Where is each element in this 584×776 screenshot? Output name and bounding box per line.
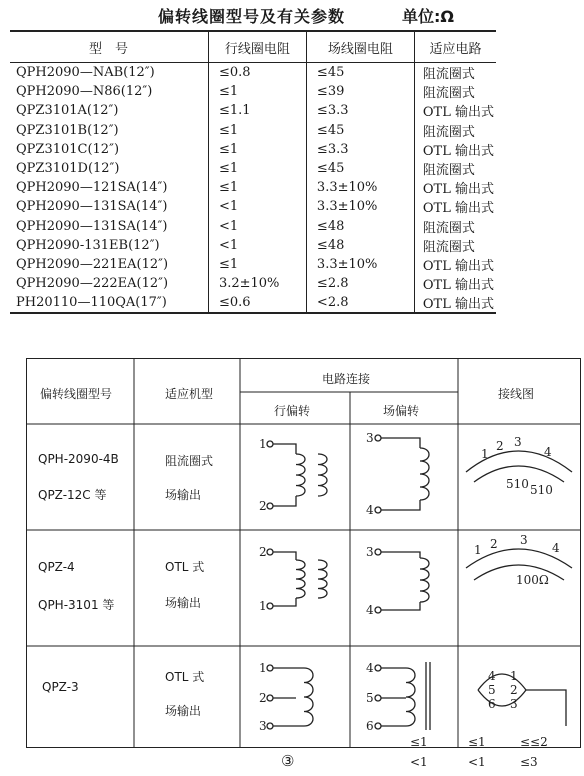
model-cell: QPH2090—131SA(14″) xyxy=(10,197,208,216)
header-circuit-label: 电路连接 xyxy=(322,372,371,386)
field-resistance-cell: ≤48 xyxy=(306,217,414,236)
lead-wire xyxy=(381,602,420,610)
circuit-cell: 阻流圈式 xyxy=(422,163,475,179)
circuit-cell: OTL 输出式 xyxy=(422,258,494,274)
bottom-value: <1 xyxy=(468,755,486,769)
pin-label: 3 xyxy=(366,545,374,559)
line-resistance-cell: ≤1 xyxy=(208,82,306,101)
field-resistance-cell: 3.3±10% xyxy=(306,255,414,274)
model-cell: QPH2090—NAB(12″) xyxy=(10,63,208,83)
row2-model-2: QPH-3101 等 xyxy=(38,598,115,612)
field-coil xyxy=(420,448,429,500)
model-cell: QPZ3101A(12″) xyxy=(10,101,208,120)
circuit-cell: OTL 输出式 xyxy=(422,105,494,121)
line-resistance-cell: ≤1 xyxy=(208,121,306,140)
bottom-value: ≤1 xyxy=(410,735,428,749)
row3-model-1: QPZ-3 xyxy=(42,680,79,694)
terminal-pin xyxy=(375,549,381,555)
header-model-label: 偏转线圈型号 xyxy=(40,387,113,401)
terminal-pin xyxy=(267,441,273,447)
table-row xyxy=(10,159,496,178)
pin-label: 4 xyxy=(488,669,496,683)
header-wiring-label: 接线图 xyxy=(498,387,535,401)
table-row xyxy=(10,293,496,313)
line-resistance-cell: ≤1 xyxy=(208,159,306,178)
pin-label: 1 xyxy=(510,669,518,683)
pin-label: 2 xyxy=(490,537,498,551)
pin-label: 3 xyxy=(366,431,374,445)
pin-label: 6 xyxy=(366,719,374,733)
line-coil xyxy=(304,668,313,726)
row1-model-2: QPZ-12C 等 xyxy=(38,488,107,502)
terminal-pin xyxy=(375,665,381,671)
model-cell: PH20110—110QA(17″) xyxy=(10,293,208,313)
terminal-pin xyxy=(267,695,273,701)
circuit-cell: OTL 输出式 xyxy=(414,293,496,313)
line-coil xyxy=(318,454,327,496)
field-resistance-cell: ≤45 xyxy=(306,159,414,178)
terminal-pin xyxy=(267,665,273,671)
terminal-pin xyxy=(375,723,381,729)
pin-label: 1 xyxy=(259,661,267,675)
circuit-cell: OTL 输出式 xyxy=(422,278,494,294)
field-resistance-cell: ≤3.3 xyxy=(306,140,414,159)
model-cell: QPH2090-131EB(12″) xyxy=(10,236,208,255)
row1-machine-2: 场输出 xyxy=(165,488,202,502)
line-resistance-cell: <1 xyxy=(208,236,306,255)
table-row xyxy=(10,178,496,197)
bottom-value: ≤1 xyxy=(468,735,486,749)
field-resistance-cell: ≤2.8 xyxy=(306,274,414,293)
pin-label: 3 xyxy=(259,719,267,733)
line-resistance-cell: ≤0.6 xyxy=(208,293,306,313)
row2-machine-1: OTL 式 xyxy=(165,560,205,574)
circuit-cell: OTL 输出式 xyxy=(422,143,494,159)
table-row xyxy=(10,140,496,159)
pin-label: 3 xyxy=(520,533,528,547)
circuit-cell: OTL 输出式 xyxy=(422,201,494,217)
field-resistance-cell: 3.3±10% xyxy=(306,197,414,216)
page-number: ③ xyxy=(281,752,295,770)
lead-wire xyxy=(381,552,420,558)
row2-model-1: QPZ-4 xyxy=(38,560,75,574)
pin-label: 3 xyxy=(510,697,518,711)
model-cell: QPH2090—221EA(12″) xyxy=(10,255,208,274)
table-row xyxy=(10,82,496,101)
terminal-pin xyxy=(375,695,381,701)
field-coil xyxy=(420,558,429,602)
pin-label: 4 xyxy=(366,503,374,517)
row1-model-1: QPH-2090-4B xyxy=(38,452,119,466)
model-cell: QPH2090—121SA(14″) xyxy=(10,178,208,197)
pin-label: 4 xyxy=(366,661,374,675)
lead-wire xyxy=(273,496,296,506)
model-cell: QPH2090—222EA(12″) xyxy=(10,274,208,293)
resistor-label: 100Ω xyxy=(516,573,549,587)
line-coil xyxy=(296,454,305,496)
resistor-label: 510 xyxy=(530,483,553,497)
lead-wire xyxy=(381,500,420,510)
line-resistance-cell: <1 xyxy=(208,217,306,236)
line-coil xyxy=(318,560,327,598)
lead-wire xyxy=(273,444,296,454)
model-cell: QPZ3101B(12″) xyxy=(10,121,208,140)
pin-label: 2 xyxy=(496,439,504,453)
table-row xyxy=(10,121,496,140)
header-field-coil-label: 场偏转 xyxy=(383,404,420,418)
field-resistance-cell: ≤45 xyxy=(306,63,414,83)
header-line-coil-label: 行偏转 xyxy=(274,404,311,418)
field-coil xyxy=(406,668,415,726)
model-cell: QPZ3101D(12″) xyxy=(10,159,208,178)
line-resistance-cell: ≤1 xyxy=(208,178,306,197)
line-resistance-cell: ≤0.8 xyxy=(208,63,306,83)
terminal-pin xyxy=(375,507,381,513)
model-cell: QPZ3101C(12″) xyxy=(10,140,208,159)
table-header-row xyxy=(10,31,496,63)
row2-machine-2: 场输出 xyxy=(165,596,202,610)
table-row xyxy=(10,274,496,293)
bottom-value: ≤3 xyxy=(520,755,538,769)
table-row xyxy=(10,217,496,236)
pin-label: 4 xyxy=(544,445,552,459)
line-resistance-cell: ≤1 xyxy=(208,140,306,159)
bottom-value: ≤≤2 xyxy=(520,735,548,749)
pin-label: 4 xyxy=(552,541,560,555)
table-row xyxy=(10,255,496,274)
pin-label: 2 xyxy=(259,691,267,705)
terminal-pin xyxy=(375,607,381,613)
terminal-pin xyxy=(267,603,273,609)
lead-wire xyxy=(273,598,296,606)
line-resistance-cell: 3.2±10% xyxy=(208,274,306,293)
table-row xyxy=(10,63,496,83)
pin-label: 5 xyxy=(488,683,496,697)
field-resistance-cell: ≤48 xyxy=(306,236,414,255)
pin-label: 1 xyxy=(481,447,489,461)
pin-label: 1 xyxy=(259,437,267,451)
pin-label: 2 xyxy=(259,499,267,513)
row1-machine-1: 阻流圈式 xyxy=(165,454,214,468)
circuit-cell: 阻流圈式 xyxy=(422,124,475,140)
row3-machine-2: 场输出 xyxy=(165,704,202,718)
terminal-pin xyxy=(375,435,381,441)
terminal-pin xyxy=(267,723,273,729)
line-resistance-cell: ≤1 xyxy=(208,255,306,274)
bottom-value: <1 xyxy=(410,755,428,769)
field-resistance-cell: ≤39 xyxy=(306,82,414,101)
header-field-resistance: 场线圈电阻 xyxy=(306,31,414,63)
table-row xyxy=(10,197,496,216)
table-row xyxy=(10,236,496,255)
field-resistance-cell: ≤3.3 xyxy=(306,101,414,120)
lead-wire xyxy=(381,438,420,448)
field-resistance-cell: <2.8 xyxy=(306,293,414,313)
circuit-cell: 阻流圈式 xyxy=(422,220,475,236)
model-cell: QPH2090—N86(12″) xyxy=(10,82,208,101)
header-machine-label: 适应机型 xyxy=(165,387,214,401)
pin-label: 5 xyxy=(366,691,374,705)
circuit-cell: 阻流圈式 xyxy=(422,86,475,102)
circuit-cell: OTL 输出式 xyxy=(422,182,494,198)
line-coil xyxy=(296,560,305,598)
pin-label: 4 xyxy=(366,603,374,617)
resistor-label: 510 xyxy=(506,477,529,491)
lead-wire xyxy=(273,552,296,560)
model-cell: QPH2090—131SA(14″) xyxy=(10,217,208,236)
terminal-pin xyxy=(267,549,273,555)
pin-label: 1 xyxy=(259,599,267,613)
pin-label: 3 xyxy=(514,435,522,449)
header-model: 型 号 xyxy=(10,31,208,63)
parameters-table xyxy=(10,30,496,314)
page-title: 偏转线圈型号及有关参数 xyxy=(158,7,346,26)
pin-label: 2 xyxy=(259,545,267,559)
unit-label: 单位:Ω xyxy=(402,7,455,26)
pin-label: 1 xyxy=(474,543,482,557)
pin-label: 2 xyxy=(510,683,518,697)
arc-connector xyxy=(478,674,526,706)
row3-machine-1: OTL 式 xyxy=(165,670,205,684)
pin-label: 6 xyxy=(488,697,496,711)
lead-wire xyxy=(526,690,566,726)
line-resistance-cell: ≤1.1 xyxy=(208,101,306,120)
header-line-resistance: 行线圈电阻 xyxy=(208,31,306,63)
field-resistance-cell: ≤45 xyxy=(306,121,414,140)
circuit-cell: 阻流圈式 xyxy=(422,239,475,255)
terminal-pin xyxy=(267,503,273,509)
field-resistance-cell: 3.3±10% xyxy=(306,178,414,197)
header-circuit: 适应电路 xyxy=(414,31,496,63)
table-row xyxy=(10,101,496,120)
circuit-cell: 阻流圈式 xyxy=(422,67,475,83)
line-resistance-cell: <1 xyxy=(208,197,306,216)
title-row xyxy=(0,4,584,28)
